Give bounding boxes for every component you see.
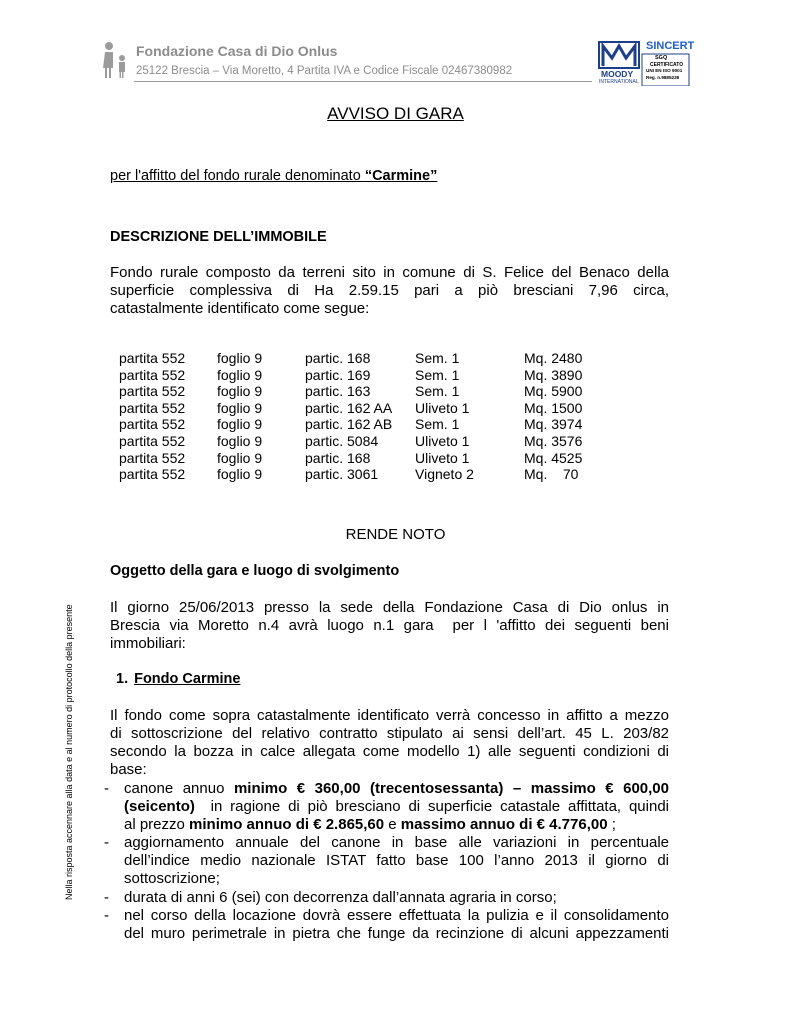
cell-superficie: Mq. 1500 bbox=[524, 399, 583, 416]
paragraph-line: catastalmente identificato come segue: bbox=[110, 300, 370, 317]
list-line bbox=[124, 798, 669, 816]
table-row bbox=[119, 466, 599, 483]
paragraph-line: Il giorno 25/06/2013 presso la sede della Fondazione Casa di Dio onlus in bbox=[110, 599, 669, 616]
cell-partita: partita 552 bbox=[119, 432, 186, 449]
cell-particella: partic. 168 bbox=[305, 350, 371, 366]
cell-qualita: Sem. 1 bbox=[415, 416, 460, 433]
cert-line-4: Reg. n.9885239 bbox=[646, 75, 680, 80]
table-row bbox=[119, 416, 599, 433]
table-row bbox=[119, 367, 599, 384]
rende-noto-heading: RENDE NOTO bbox=[345, 526, 446, 543]
item-number: 1. bbox=[116, 671, 129, 687]
document-subtitle bbox=[110, 168, 437, 184]
cell-foglio: foglio 9 bbox=[217, 350, 263, 366]
table-row bbox=[119, 383, 599, 400]
bold-span: (seicento) bbox=[124, 798, 195, 815]
section-heading-oggetto: Oggetto della gara e luogo di svolgimento bbox=[110, 563, 400, 579]
document-title: AVVISO DI GARA bbox=[327, 104, 464, 123]
header-address: 25122 Brescia – Via Moretto, 4 Partita IVA e Codice Fiscale 02467380982 bbox=[136, 65, 513, 77]
cert-line-1: SGQ bbox=[655, 55, 668, 61]
cell-partita: partita 552 bbox=[119, 466, 186, 483]
text-span: in ragione di piò bresciano di superficie catastale affittata, quindi bbox=[194, 798, 669, 815]
header-org-name: Fondazione Casa di Dio Onlus bbox=[136, 43, 338, 59]
parcel-table bbox=[119, 350, 599, 483]
list-line: aggiornamento annuale del canone in base alle variazioni in percentuale bbox=[124, 834, 669, 851]
cell-superficie: Mq. 3576 bbox=[524, 432, 583, 449]
list-line bbox=[124, 816, 669, 834]
list-line: dell’indice medio nazionale ISTAT fatto base 100 l’anno 2013 il giorno di bbox=[124, 852, 669, 869]
list-dash: - bbox=[104, 889, 109, 906]
cell-particella: partic. 163 bbox=[305, 383, 371, 400]
paragraph-line: base: bbox=[110, 761, 147, 778]
cell-particella: partic. 162 AA bbox=[305, 399, 393, 416]
cell-qualita: Uliveto 1 bbox=[415, 449, 470, 466]
cell-particella: partic. 162 AB bbox=[305, 416, 393, 433]
cell-partita: partita 552 bbox=[119, 399, 186, 416]
text-span: canone annuo bbox=[124, 780, 234, 797]
paragraph-line: secondo la bozza in calce allegata come modello 1) alle seguenti condizioni di bbox=[110, 743, 669, 760]
cell-superficie: Mq. 5900 bbox=[524, 383, 583, 400]
cell-qualita: Uliveto 1 bbox=[415, 432, 470, 449]
cell-particella: partic. 5084 bbox=[305, 432, 379, 449]
list-item-canone bbox=[104, 780, 669, 834]
list-item-aggiornamento bbox=[104, 834, 669, 888]
oggetto-paragraph bbox=[110, 599, 669, 653]
cell-foglio: foglio 9 bbox=[217, 399, 263, 416]
bold-span: minimo annuo di € 2.865,60 bbox=[189, 816, 385, 833]
cell-foglio: foglio 9 bbox=[217, 383, 263, 400]
cell-foglio: foglio 9 bbox=[217, 432, 263, 449]
side-note: Nella risposta accennare alla data e al numero di protocollo della presente bbox=[64, 604, 74, 900]
bold-span: minimo € 360,00 (trecentosessanta) – massimo € 600,00 bbox=[233, 780, 669, 797]
list-line: nel corso della locazione dovrà essere effettuata la pulizia e il consolidamento bbox=[124, 907, 669, 924]
certification-logo bbox=[597, 40, 695, 86]
conditions-paragraph bbox=[110, 707, 669, 779]
header-divider bbox=[134, 81, 592, 82]
list-dash: - bbox=[104, 780, 109, 797]
cell-foglio: foglio 9 bbox=[217, 466, 263, 483]
sincert-label: SINCERT bbox=[646, 40, 695, 52]
cell-qualita: Sem. 1 bbox=[415, 366, 460, 383]
paragraph-line: superficie complessiva di Ha 2.59.15 pari a piò bresciani 7,96 circa, bbox=[110, 282, 669, 299]
text-span: ; bbox=[607, 816, 616, 833]
table-row bbox=[119, 450, 599, 467]
cell-partita: partita 552 bbox=[119, 366, 186, 383]
list-dash: - bbox=[104, 907, 109, 924]
list-dash: - bbox=[104, 834, 109, 851]
cell-superficie: Mq. 3974 bbox=[524, 416, 583, 433]
list-line bbox=[124, 780, 669, 798]
cell-particella: partic. 3061 bbox=[305, 466, 379, 483]
paragraph-line: Il fondo come sopra catastalmente identificato verrà concesso in affitto a mezzo bbox=[110, 707, 669, 724]
cell-superficie: Mq. 70 bbox=[524, 466, 579, 483]
cell-qualita: Vigneto 2 bbox=[415, 466, 474, 483]
cert-line-3: UNI EN ISO 9001 bbox=[646, 68, 683, 73]
table-row bbox=[119, 400, 599, 417]
moody-brand: MOODY bbox=[601, 69, 634, 79]
paragraph-line: Fondo rurale composto da terreni sito in comune di S. Felice del Benaco della bbox=[110, 264, 669, 281]
list-line: del muro perimetrale in pietra che funge da recinzione di alcuni appezzamenti bbox=[124, 925, 669, 942]
cell-foglio: foglio 9 bbox=[217, 416, 263, 433]
bold-span: massimo annuo di € 4.776,00 bbox=[400, 816, 608, 833]
cell-qualita: Sem. 1 bbox=[415, 350, 460, 366]
cell-foglio: foglio 9 bbox=[217, 366, 263, 383]
item-label: Fondo Carmine bbox=[134, 671, 241, 687]
cell-particella: partic. 169 bbox=[305, 366, 371, 383]
cell-partita: partita 552 bbox=[119, 350, 186, 366]
list-line: sottoscrizione; bbox=[124, 870, 220, 887]
paragraph-line: di sottoscrizione del relativo contratto stipulato ai sensi dell’art. 45 L. 203/82 bbox=[110, 725, 669, 742]
cell-superficie: Mq. 4525 bbox=[524, 449, 583, 466]
moody-brand-sub: INTERNATIONAL bbox=[599, 79, 639, 85]
cell-particella: partic. 168 bbox=[305, 449, 371, 466]
paragraph-line: immobiliari: bbox=[110, 635, 186, 652]
cell-superficie: Mq. 2480 bbox=[524, 350, 583, 366]
cell-superficie: Mq. 3890 bbox=[524, 366, 583, 383]
section-heading-description: DESCRIZIONE DELL’IMMOBILE bbox=[110, 229, 327, 245]
list-line: durata di anni 6 (sei) con decorrenza dall’annata agraria in corso; bbox=[124, 889, 557, 906]
table-row bbox=[119, 350, 599, 367]
cell-partita: partita 552 bbox=[119, 416, 186, 433]
subtitle-text: per l'affitto del fondo rurale denominato bbox=[110, 168, 365, 184]
text-span: e bbox=[384, 816, 401, 833]
description-paragraph bbox=[110, 264, 669, 318]
list-item-pulizia bbox=[104, 907, 669, 943]
table-row bbox=[119, 433, 599, 450]
cell-foglio: foglio 9 bbox=[217, 449, 263, 466]
cell-qualita: Sem. 1 bbox=[415, 383, 460, 400]
item-heading bbox=[116, 671, 240, 687]
subtitle-name: “Carmine” bbox=[364, 168, 438, 184]
cert-line-2: CERTIFICATO bbox=[650, 62, 684, 68]
paragraph-line: Brescia via Moretto n.4 avrà luogo n.1 gara per l 'affitto dei seguenti beni bbox=[110, 617, 669, 634]
foundation-logo bbox=[100, 40, 132, 80]
text-span: al prezzo bbox=[124, 816, 190, 833]
cell-partita: partita 552 bbox=[119, 383, 186, 400]
cell-partita: partita 552 bbox=[119, 449, 186, 466]
list-item-durata bbox=[104, 889, 669, 907]
cell-qualita: Uliveto 1 bbox=[415, 399, 470, 416]
